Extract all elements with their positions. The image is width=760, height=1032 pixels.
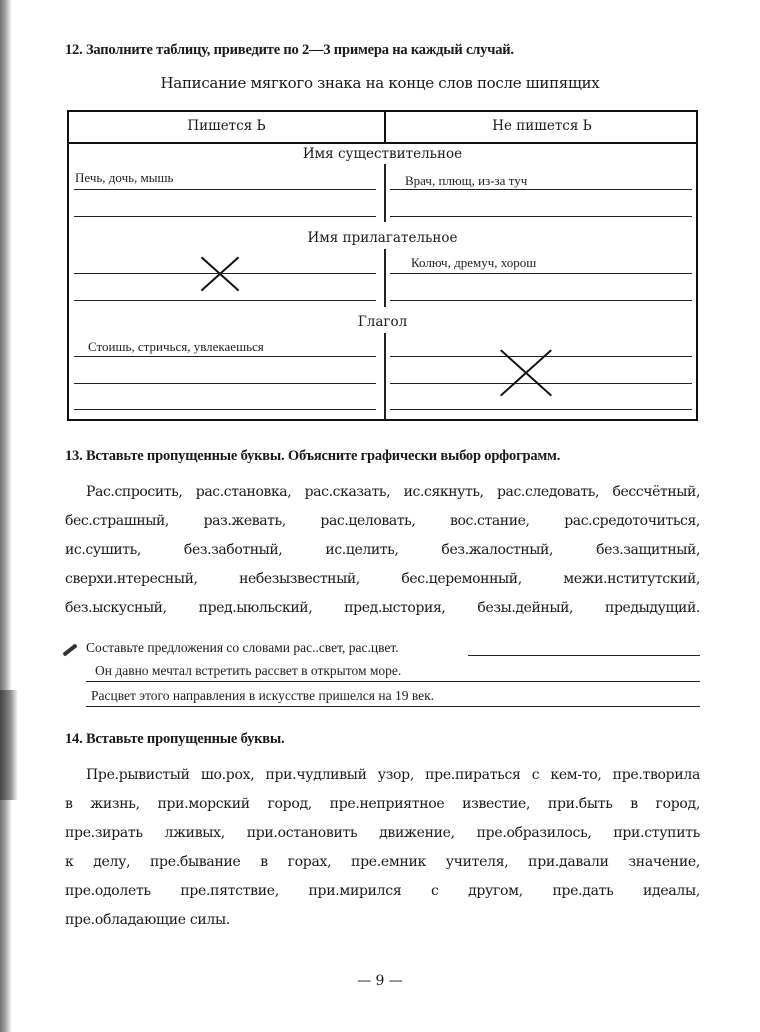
answer-sentence-1[interactable]: Он давно мечтал встретить рассвет в открытом море. <box>95 663 402 678</box>
answer-line <box>390 216 692 217</box>
exercise-word: межи.нститутский, <box>563 571 700 587</box>
exercise-word: без.защитный, <box>596 542 700 558</box>
exercise-word: бес.страшный, <box>65 513 169 529</box>
section-adjective-title: Имя прилагательное <box>307 230 458 246</box>
answer-line <box>74 216 376 217</box>
table-header <box>69 112 696 144</box>
exercise-word: безы.дейный, <box>477 600 574 616</box>
pencil-icon <box>60 642 78 656</box>
exercise-word: без.заботный, <box>183 542 283 558</box>
answer-line <box>74 383 376 384</box>
paragraph-line: к делу, пре.бывание в горах, пре.емник учителя, при.давали значение, <box>65 854 700 870</box>
paragraph-line: пре.зирать лживых, при.остановить движение, пре.образилось, при.ступить <box>65 825 700 841</box>
answer-line <box>468 655 700 656</box>
exercise-line <box>65 571 700 587</box>
column-divider <box>384 164 386 222</box>
task-12-title: 12. Заполните таблицу, приведите по 2—3 примера на каждый случай. <box>65 42 514 58</box>
section-noun-title: Имя существительное <box>302 146 463 162</box>
adjective-without-soft-sign[interactable]: Колюч, дремуч, хорош <box>411 255 537 270</box>
exercise-word: рас.следовать, <box>496 484 600 500</box>
section-verb-title: Глагол <box>357 314 408 330</box>
exercise-word: ис.сушить, <box>65 542 141 558</box>
answer-line <box>74 356 376 357</box>
exercise-word: рас.средоточиться, <box>564 513 700 529</box>
paragraph-line: пре.обладающие силы. <box>65 912 231 928</box>
verb-with-soft-sign[interactable]: Стоишь, стричься, увлекаешься <box>88 339 264 354</box>
exercise-word: пред.ыюльский, <box>198 600 313 616</box>
table-caption: Написание мягкого знака на конце слов после шипящих <box>160 74 600 92</box>
exercise-word: рас.сказать, <box>304 484 391 500</box>
exercise-word: раз.жевать, <box>203 513 286 529</box>
header-writes-soft-sign: Пишется Ь <box>187 118 266 134</box>
exercise-line <box>65 513 700 529</box>
answer-line <box>74 273 376 274</box>
task-14-title: 14. Вставьте пропущенные буквы. <box>65 731 285 747</box>
sentence-prompt: Составьте предложения со словами рас..свет, рас.цвет. <box>86 640 399 655</box>
exercise-word: бес.церемонный, <box>401 571 522 587</box>
exercise-word: Рас.спросить, <box>86 484 183 500</box>
cross-mark-icon <box>499 350 553 396</box>
exercise-word: без.жалостный, <box>441 542 554 558</box>
noun-with-soft-sign[interactable]: Печь, дочь, мышь <box>75 170 174 185</box>
paragraph-line: в жизнь, при.морский город, пре.неприятное известие, при.быть в город, <box>65 796 700 812</box>
exercise-word: предыдущий. <box>605 600 700 616</box>
exercise-word: ис.целить, <box>325 542 399 558</box>
exercise-word: рас.целовать, <box>320 513 416 529</box>
exercise-word: небезызвестный, <box>239 571 360 587</box>
answer-sentence-2[interactable]: Расцвет этого направления в искусстве пришелся на 19 век. <box>91 688 435 703</box>
exercise-line <box>65 600 700 616</box>
answer-line <box>390 189 692 190</box>
task-13-title: 13. Вставьте пропущенные буквы. Объясните графически выбор орфограмм. <box>65 448 561 464</box>
task-14-paragraph <box>65 761 700 935</box>
answer-line <box>74 300 376 301</box>
exercise-word: ис.сякнуть, <box>403 484 484 500</box>
answer-line <box>390 273 692 274</box>
exercise-word: без.ыскусный, <box>65 600 167 616</box>
exercise-word: рас.становка, <box>195 484 292 500</box>
answer-line <box>74 189 376 190</box>
exercise-word: вос.стание, <box>450 513 530 529</box>
scan-shadow-dark <box>0 690 18 800</box>
soft-sign-table <box>67 110 698 421</box>
exercise-word: бессчётный, <box>612 484 700 500</box>
paragraph-line: Пре.рывистый шо.рох, при.чудливый узор, пре.пираться с кем-то, пре.творила <box>86 767 700 783</box>
column-divider <box>384 249 386 307</box>
answer-line <box>390 300 692 301</box>
page-number: — 9 — <box>357 973 403 989</box>
column-divider <box>384 333 386 419</box>
noun-without-soft-sign[interactable]: Врач, плющ, из-за туч <box>405 173 528 188</box>
header-no-soft-sign: Не пишется Ь <box>492 118 592 134</box>
exercise-word: пред.ыстория, <box>344 600 446 616</box>
answer-line <box>74 409 376 410</box>
exercise-line <box>86 484 700 500</box>
exercise-line <box>65 542 700 558</box>
answer-line <box>86 681 700 682</box>
answer-line <box>390 409 692 410</box>
exercise-word: сверхи.нтересный, <box>65 571 198 587</box>
paragraph-line: пре.одолеть пре.пятствие, при.мирился с другом, пре.дать идеалы, <box>65 883 700 899</box>
scan-shadow <box>0 0 12 1032</box>
answer-line <box>86 706 700 707</box>
